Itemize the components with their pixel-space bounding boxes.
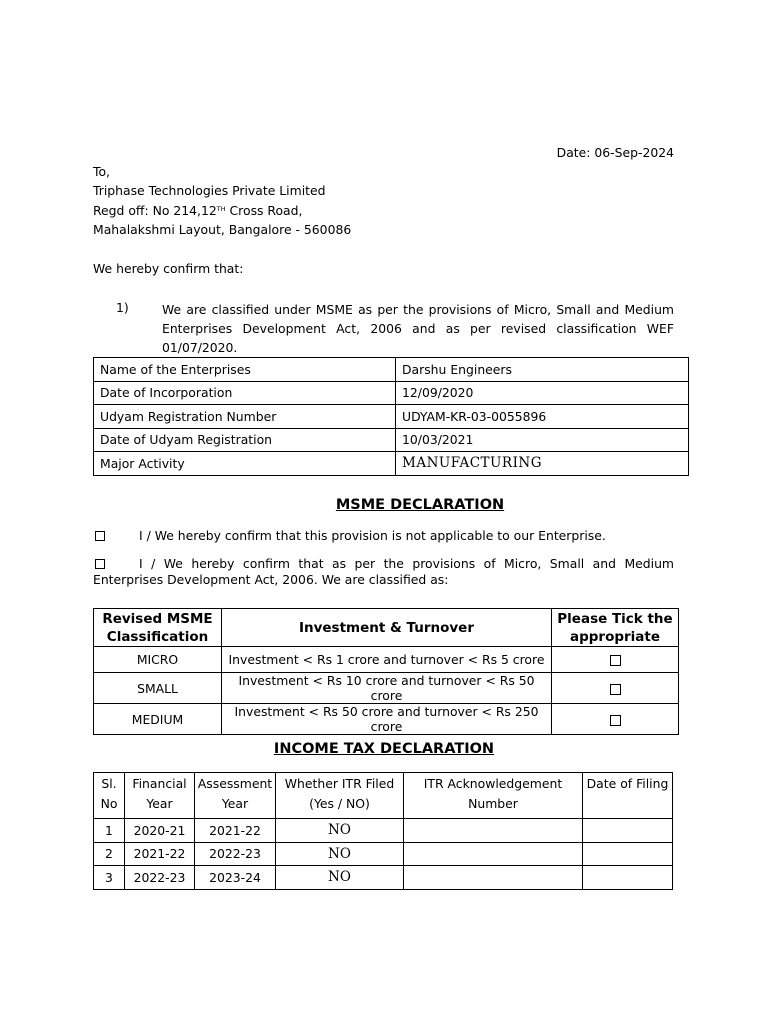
- sl-no: 3: [94, 866, 125, 890]
- column-header: Sl. No: [94, 773, 125, 819]
- info-label: Major Activity: [94, 452, 396, 476]
- column-header: Date of Filing: [583, 773, 673, 819]
- info-label: Date of Incorporation: [94, 381, 396, 405]
- msme-class: MEDIUM: [94, 704, 222, 735]
- regd-suffix: Cross Road,: [225, 203, 303, 218]
- msme-criteria: Investment < Rs 50 crore and turnover < Rs 250 crore: [222, 704, 552, 735]
- sl-no: 1: [94, 819, 125, 843]
- assessment-year: 2023-24: [195, 866, 276, 890]
- table-row: [94, 842, 673, 866]
- sl-no: 2: [94, 842, 125, 866]
- info-value: MANUFACTURING: [396, 452, 689, 476]
- declaration-option-2: [93, 556, 674, 588]
- tick-cell: [552, 647, 679, 673]
- regd-prefix: Regd off: No 214,12: [93, 203, 217, 218]
- itr-filed: NO: [276, 819, 404, 843]
- itr-ack-number: [404, 842, 583, 866]
- info-label: Udyam Registration Number: [94, 405, 396, 429]
- table-row: [94, 704, 679, 735]
- msme-criteria: Investment < Rs 10 crore and turnover < Rs 50 crore: [222, 673, 552, 704]
- itr-ack-number: [404, 819, 583, 843]
- option-2-text: I / We hereby confirm that as per the provisions of Micro, Small and Medium Enterprises Development Act, 2006. We are classified as:: [93, 556, 674, 587]
- msme-heading: MSME DECLARATION: [335, 497, 505, 513]
- column-header: Please Tick the appropriate: [552, 609, 679, 647]
- column-header: Assessment Year: [195, 773, 276, 819]
- date-of-filing: [583, 842, 673, 866]
- itr-filed: NO: [276, 842, 404, 866]
- info-value: Darshu Engineers: [396, 358, 689, 382]
- option-1-text: I / We hereby confirm that this provision is not applicable to our Enterprise.: [139, 528, 606, 543]
- tick-checkbox-small[interactable]: [610, 684, 621, 695]
- address-regd-office: [93, 203, 302, 219]
- checkbox-not-applicable[interactable]: [95, 531, 105, 541]
- table-row: [94, 647, 679, 673]
- table-row: [94, 381, 689, 405]
- tick-cell: [552, 673, 679, 704]
- financial-year: 2021-22: [125, 842, 195, 866]
- enterprise-info-table: [93, 357, 689, 476]
- info-value: UDYAM-KR-03-0055896: [396, 405, 689, 429]
- confirm-intro: We hereby confirm that:: [93, 261, 244, 276]
- item-text: We are classified under MSME as per the provisions of Micro, Small and Medium Enterprises Development Act, 2006 and as per revised classification WEF 01/07/2020.: [162, 302, 674, 355]
- table-header-row: [94, 773, 673, 819]
- table-row: [94, 428, 689, 452]
- column-header: Whether ITR Filed (Yes / NO): [276, 773, 404, 819]
- tick-checkbox-micro[interactable]: [610, 655, 621, 666]
- msme-criteria: Investment < Rs 1 crore and turnover < Rs 5 crore: [222, 647, 552, 673]
- table-header-row: [94, 609, 679, 647]
- msme-classification-table: [93, 608, 679, 735]
- checkbox-classified[interactable]: [95, 559, 105, 569]
- info-value: 12/09/2020: [396, 381, 689, 405]
- column-header: Revised MSME Classification: [94, 609, 222, 647]
- date-of-filing: [583, 819, 673, 843]
- table-row: [94, 866, 673, 890]
- item-number: 1): [116, 300, 129, 315]
- msme-class: MICRO: [94, 647, 222, 673]
- info-label: Date of Udyam Registration: [94, 428, 396, 452]
- column-header: ITR Acknowledgement Number: [404, 773, 583, 819]
- table-row: [94, 452, 689, 476]
- table-row: [94, 819, 673, 843]
- column-header: Financial Year: [125, 773, 195, 819]
- itr-filed: NO: [276, 866, 404, 890]
- income-tax-table: [93, 772, 673, 890]
- financial-year: 2022-23: [125, 866, 195, 890]
- date-line: Date: 06-Sep-2024: [556, 145, 674, 160]
- regd-superscript: TH: [216, 205, 226, 213]
- table-row: [94, 358, 689, 382]
- msme-class: SMALL: [94, 673, 222, 704]
- info-label: Name of the Enterprises: [94, 358, 396, 382]
- address-to: To,: [93, 164, 110, 179]
- info-value: 10/03/2021: [396, 428, 689, 452]
- income-tax-heading: INCOME TAX DECLARATION: [273, 741, 495, 757]
- address-line3: Mahalakshmi Layout, Bangalore - 560086: [93, 222, 352, 237]
- itr-ack-number: [404, 866, 583, 890]
- financial-year: 2020-21: [125, 819, 195, 843]
- assessment-year: 2022-23: [195, 842, 276, 866]
- table-row: [94, 405, 689, 429]
- tick-cell: [552, 704, 679, 735]
- date-of-filing: [583, 866, 673, 890]
- tick-checkbox-medium[interactable]: [610, 715, 621, 726]
- assessment-year: 2021-22: [195, 819, 276, 843]
- table-row: [94, 673, 679, 704]
- address-company: Triphase Technologies Private Limited: [93, 183, 326, 198]
- column-header: Investment & Turnover: [222, 609, 552, 647]
